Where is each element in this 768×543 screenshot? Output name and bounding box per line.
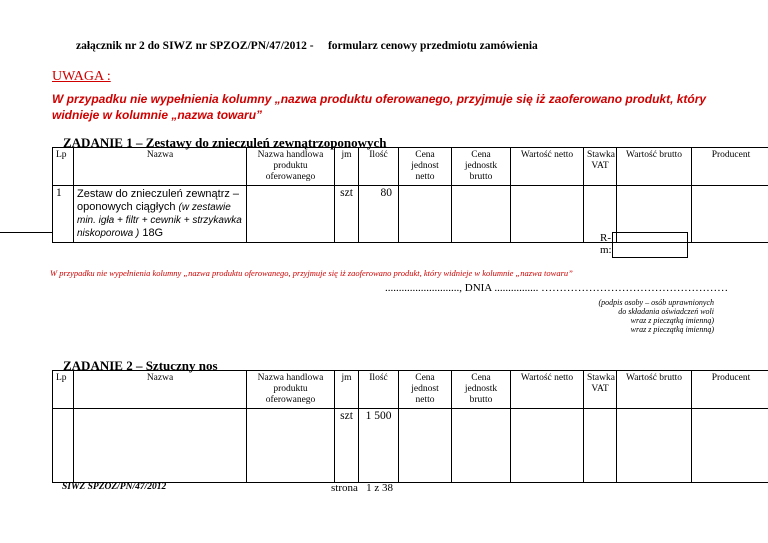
summary-value-box[interactable] bbox=[612, 232, 688, 258]
col-nazwa: Nazwa bbox=[74, 148, 247, 186]
col-cena-brutto: Cena jednostk brutto bbox=[452, 148, 511, 186]
task1-title: ZADANIE 1 – Zestawy do znieczuleń zewnątrzoponowych bbox=[63, 135, 387, 150]
row-lp bbox=[53, 409, 74, 483]
caption-3: wraz z pieczątką imienną) bbox=[630, 316, 714, 325]
signature-dots: …………………………………………… bbox=[541, 282, 729, 294]
table-row bbox=[53, 409, 768, 483]
col-wartosc-netto: Wartość netto bbox=[511, 371, 584, 409]
row-wartosc-netto[interactable] bbox=[511, 186, 584, 243]
header-right: formularz cenowy przedmiotu zamówienia bbox=[327, 40, 538, 52]
row-producent[interactable] bbox=[692, 186, 768, 243]
row-ilosc: 80 bbox=[359, 186, 399, 243]
col-wartosc-netto: Wartość netto bbox=[511, 148, 584, 186]
caption-1: (podpis osoby – osób uprawnionych bbox=[598, 298, 714, 307]
summary-label-2: m: bbox=[600, 244, 612, 256]
signature-caption bbox=[530, 298, 714, 334]
row-ilosc: 1 500 bbox=[359, 409, 399, 483]
row-nazwa-handlowa[interactable] bbox=[247, 409, 335, 483]
col-ilosc: Ilość bbox=[359, 371, 399, 409]
row-stawka-vat[interactable] bbox=[584, 409, 617, 483]
header-left: załącznik nr 2 do SIWZ nr SPZOZ/PN/47/2012 - bbox=[76, 40, 314, 52]
row-nazwa-tail: 18G bbox=[139, 227, 164, 239]
col-stawka-vat: Stawka VAT bbox=[584, 371, 617, 409]
row-cena-netto[interactable] bbox=[399, 186, 452, 243]
date-line: ..........................., DNIA ................ bbox=[385, 282, 539, 294]
row-nazwa bbox=[74, 409, 247, 483]
row-cena-brutto[interactable] bbox=[452, 186, 511, 243]
summary-label bbox=[600, 232, 612, 258]
row-nazwa-handlowa[interactable] bbox=[247, 186, 335, 243]
col-cena-netto: Cena jednost netto bbox=[399, 148, 452, 186]
row-cena-netto[interactable] bbox=[399, 409, 452, 483]
footer-left: SIWZ SPZOZ/PN/47/2012 bbox=[62, 482, 167, 492]
task2-header-row bbox=[53, 371, 768, 409]
caption-4: wraz z pieczątką imienną) bbox=[630, 325, 714, 334]
col-jm: jm bbox=[335, 371, 359, 409]
col-nazwa-handlowa: Nazwa handlowa produktu oferowanego bbox=[247, 148, 335, 186]
row-jm: szt bbox=[335, 409, 359, 483]
uwaga-title: UWAGA : bbox=[52, 69, 111, 84]
page-label: strona bbox=[331, 482, 358, 494]
document-header bbox=[76, 40, 538, 52]
row-wartosc-netto[interactable] bbox=[511, 409, 584, 483]
row-divider bbox=[0, 232, 52, 233]
row-lp: 1 bbox=[53, 186, 74, 243]
col-cena-brutto: Cena jednostk brutto bbox=[452, 371, 511, 409]
task1-header-row bbox=[53, 148, 768, 186]
row-wartosc-brutto[interactable] bbox=[617, 409, 692, 483]
row-nazwa-italic: (w zestawie min. igła + filtr + cewnik + strzykawka niskoporowa ) bbox=[77, 202, 242, 239]
row-nazwa-main: Zestaw do znieczuleń zewnątrz – oponowych ciągłych bbox=[77, 188, 240, 213]
col-lp: Lp bbox=[53, 371, 74, 409]
col-producent: Producent bbox=[692, 371, 768, 409]
note-red: W przypadku nie wypełnienia kolumny „nazwa produktu oferowanego, przyjmuje się iż zaoferowano produkt, który widnieje w kolumnie „nazwa towaru” bbox=[50, 268, 573, 278]
caption-2: do składania oświadczeń woli bbox=[618, 307, 714, 316]
col-stawka-vat: Stawka VAT bbox=[584, 148, 617, 186]
footer-page bbox=[331, 482, 393, 494]
summary-label-1: R- bbox=[600, 232, 611, 244]
row-jm: szt bbox=[335, 186, 359, 243]
row-cena-brutto[interactable] bbox=[452, 409, 511, 483]
row-producent[interactable] bbox=[692, 409, 768, 483]
col-wartosc-brutto: Wartość brutto bbox=[617, 371, 692, 409]
uwaga-text: W przypadku nie wypełnienia kolumny „nazwa produktu oferowanego, przyjmuje się iż zaoferowano produkt, który widnieje w kolumnie „nazwa towaru” bbox=[52, 92, 707, 122]
col-lp: Lp bbox=[53, 148, 74, 186]
col-nazwa: Nazwa bbox=[74, 371, 247, 409]
col-producent: Producent bbox=[692, 148, 768, 186]
signature-line bbox=[385, 282, 728, 294]
task2-title: ZADANIE 2 – Sztuczny nos bbox=[63, 358, 218, 373]
col-ilosc: Ilość bbox=[359, 148, 399, 186]
task1-table bbox=[52, 147, 768, 243]
col-cena-netto: Cena jednost netto bbox=[399, 371, 452, 409]
col-jm: jm bbox=[335, 148, 359, 186]
task2-table bbox=[52, 370, 768, 483]
row-nazwa bbox=[74, 186, 247, 243]
page-value: 1 z 38 bbox=[366, 482, 394, 494]
col-wartosc-brutto: Wartość brutto bbox=[617, 148, 692, 186]
col-nazwa-handlowa: Nazwa handlowa produktu oferowanego bbox=[247, 371, 335, 409]
